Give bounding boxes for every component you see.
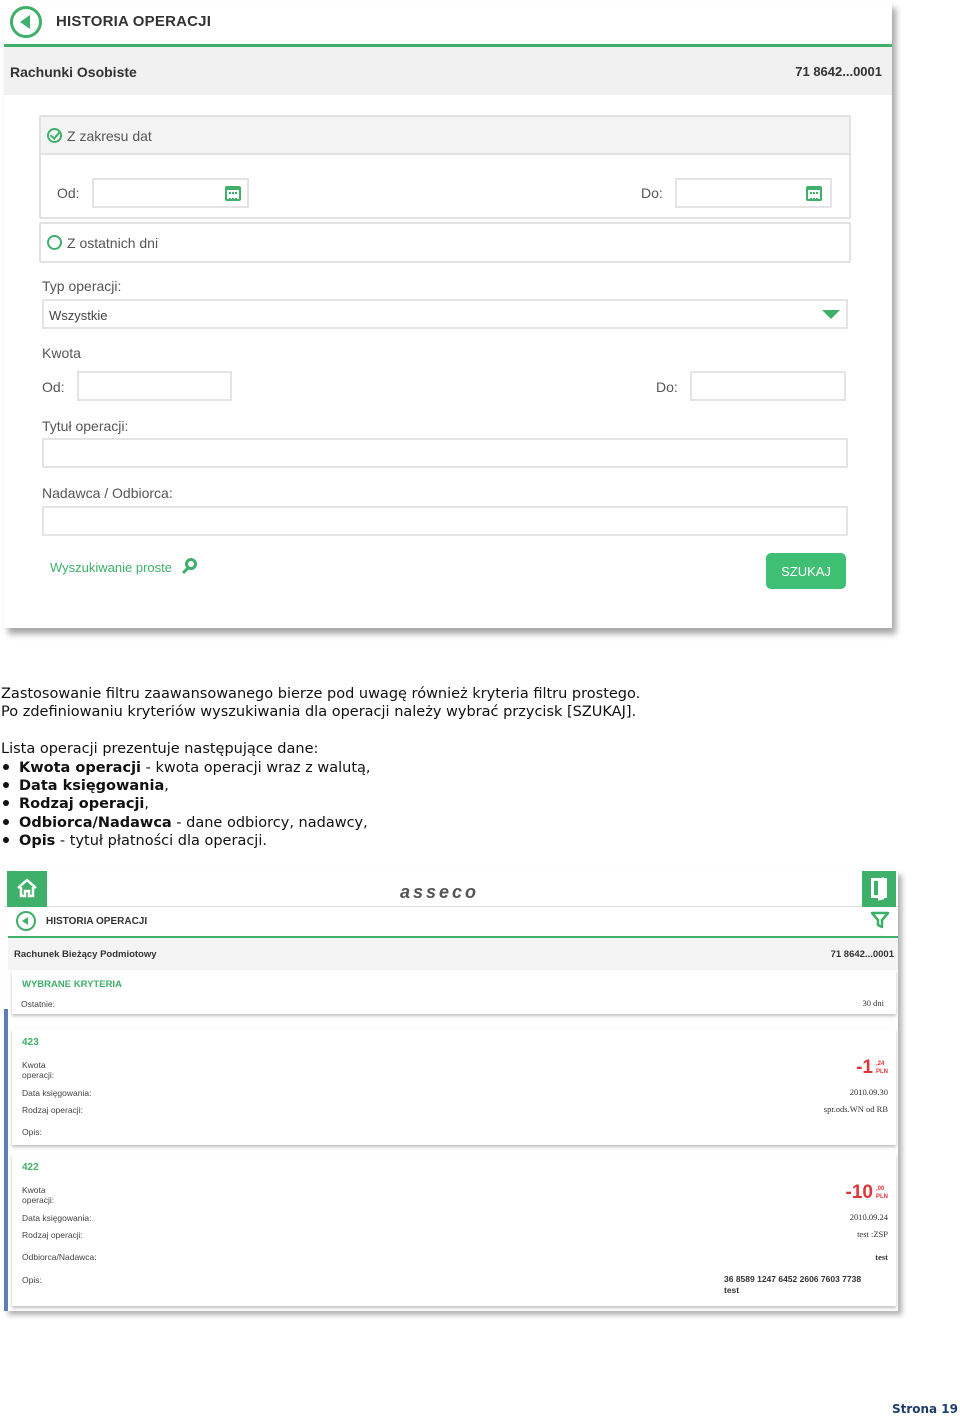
amount-label-2: operacji:: [22, 1195, 55, 1205]
operation-title-input[interactable]: [42, 438, 848, 468]
amount-label: Kwota: [22, 1185, 46, 1195]
paragraph-filter-info: Zastosowanie filtru zaawansowanego bierze pod uwagę również kryteria filtru prostego.: [1, 686, 641, 702]
date-from-label: Od:: [57, 185, 80, 201]
operation-list-screenshot: [4, 871, 898, 1311]
list-item-term: Kwota operacji: [19, 760, 142, 776]
left-accent-bar: [4, 1009, 8, 1311]
filter-icon[interactable]: [870, 910, 890, 930]
operation-id: 423: [22, 1037, 39, 1048]
list-item: [1, 832, 267, 851]
counterparty-label: Odbiorca/Nadawca:: [22, 1252, 97, 1262]
amount-currency: PLN: [876, 1069, 888, 1075]
home-button[interactable]: [7, 871, 47, 907]
back-arrow-icon[interactable]: [16, 911, 36, 931]
operation-card[interactable]: [12, 1029, 896, 1145]
description-line-1: 36 8589 1247 6452 2606 7603 7738: [724, 1274, 862, 1284]
list-item-term: Opis: [19, 833, 56, 849]
amount-from-label: Od:: [42, 379, 65, 395]
operation-type-label: Rodzaj operacji:: [22, 1230, 83, 1240]
list-item-term: Data księgowania: [19, 778, 165, 794]
amount-integer: -1: [856, 1057, 873, 1078]
booking-date-value: 2010.09.30: [849, 1087, 888, 1097]
list-item-desc: - dane odbiorcy, nadawcy,: [171, 815, 368, 831]
page-title: HISTORIA OPERACJI: [56, 13, 212, 30]
operation-card[interactable]: [12, 1154, 896, 1306]
list-item-desc: - kwota operacji wraz z walutą,: [141, 760, 371, 776]
top-bar: [4, 871, 898, 907]
operation-type-value: test :ZSP: [857, 1229, 888, 1239]
amount-integer: -10: [845, 1182, 873, 1203]
list-item: [1, 795, 149, 814]
amount-currency: PLN: [876, 1194, 888, 1200]
date-range-label: Z zakresu dat: [67, 128, 152, 144]
amount-from-input[interactable]: [77, 371, 232, 401]
amount-label: Kwota: [22, 1060, 46, 1070]
operation-type-label: Rodzaj operacji:: [22, 1105, 83, 1115]
list-item-desc: - tytuł płatności dla operacji.: [55, 833, 267, 849]
search-button[interactable]: SZUKAJ: [766, 553, 846, 589]
last-days-radio-icon[interactable]: [47, 235, 62, 250]
amount-fraction: ,24: [876, 1061, 885, 1067]
selected-criteria-card: [12, 970, 896, 1014]
last-days-panel: [39, 222, 851, 263]
page-title: HISTORIA OPERACJI: [46, 916, 148, 927]
logout-button[interactable]: [862, 871, 896, 907]
account-bar: [8, 938, 898, 970]
page-header: [4, 2, 892, 46]
asseco-logo: asseco: [400, 882, 480, 902]
amount-label-2: operacji:: [22, 1070, 55, 1080]
booking-date-label: Data księgowania:: [22, 1088, 92, 1098]
amount-to-input[interactable]: [690, 371, 846, 401]
calendar-icon[interactable]: [806, 186, 822, 201]
list-item-desc: ,: [144, 796, 150, 812]
amount-label: Kwota: [42, 345, 81, 361]
operation-type-label: Typ operacji:: [42, 278, 122, 294]
list-item: [1, 759, 371, 778]
back-arrow-icon[interactable]: [10, 6, 42, 38]
description-label: Opis:: [22, 1127, 42, 1137]
advanced-filter-screenshot: [4, 2, 892, 628]
operation-id: 422: [22, 1162, 39, 1173]
operation-title-label: Tytuł operacji:: [42, 418, 129, 434]
account-name: Rachunek Bieżący Podmiotowy: [14, 949, 157, 960]
operation-amount: [856, 1057, 888, 1079]
last-label: Ostatnie:: [21, 999, 56, 1009]
booking-date-label: Data księgowania:: [22, 1213, 92, 1223]
last-days-label: Z ostatnich dni: [67, 235, 159, 251]
account-number: 71 8642...0001: [795, 64, 882, 79]
page-number: Strona 19: [891, 1402, 958, 1416]
last-value: 30 dni: [862, 998, 884, 1008]
account-number: 71 8642...0001: [830, 949, 894, 960]
amount-fraction: ,00: [876, 1186, 885, 1192]
counterparty-value: test: [875, 1252, 888, 1262]
paragraph-list-intro: Lista operacji prezentuje następujące dane:: [1, 741, 319, 757]
account-bar: [4, 47, 892, 95]
paragraph-search-info: Po zdefiniowaniu kryteriów wyszukiwania dla operacji należy wybrać przycisk [SZUKAJ].: [1, 704, 637, 720]
operation-type-value: spr.ods.WN od RB: [823, 1104, 888, 1114]
operation-type-value: Wszystkie: [49, 308, 108, 323]
criteria-title: WYBRANE KRYTERIA: [22, 979, 122, 990]
chevron-down-icon[interactable]: [822, 310, 840, 319]
home-icon: [16, 877, 38, 899]
date-to-input[interactable]: [675, 178, 832, 208]
list-item: [1, 777, 169, 796]
booking-date-value: 2010.09.24: [849, 1212, 888, 1222]
list-item-desc: ,: [164, 778, 169, 794]
description-line-2: test: [724, 1285, 740, 1295]
operation-amount: [846, 1182, 888, 1204]
amount-to-label: Do:: [656, 379, 678, 395]
list-item-term: Odbiorca/Nadawca: [19, 815, 172, 831]
account-name: Rachunki Osobiste: [10, 64, 137, 80]
date-range-panel: [39, 115, 851, 219]
sender-recipient-label: Nadawca / Odbiorca:: [42, 485, 173, 501]
logout-icon: [871, 878, 887, 898]
simple-search-link[interactable]: Wyszukiwanie proste: [50, 560, 172, 575]
description-label: Opis:: [22, 1275, 42, 1285]
date-range-radio-checked-icon[interactable]: [47, 128, 62, 143]
calendar-icon[interactable]: [225, 186, 241, 201]
operation-type-select[interactable]: [42, 299, 848, 329]
search-icon[interactable]: [185, 558, 197, 570]
sender-recipient-input[interactable]: [42, 506, 848, 536]
date-from-input[interactable]: [92, 178, 249, 208]
list-item: [1, 814, 368, 833]
page-header: [4, 907, 898, 937]
date-to-label: Do:: [641, 185, 663, 201]
description-value: [724, 1274, 861, 1296]
list-item-term: Rodzaj operacji: [19, 796, 145, 812]
